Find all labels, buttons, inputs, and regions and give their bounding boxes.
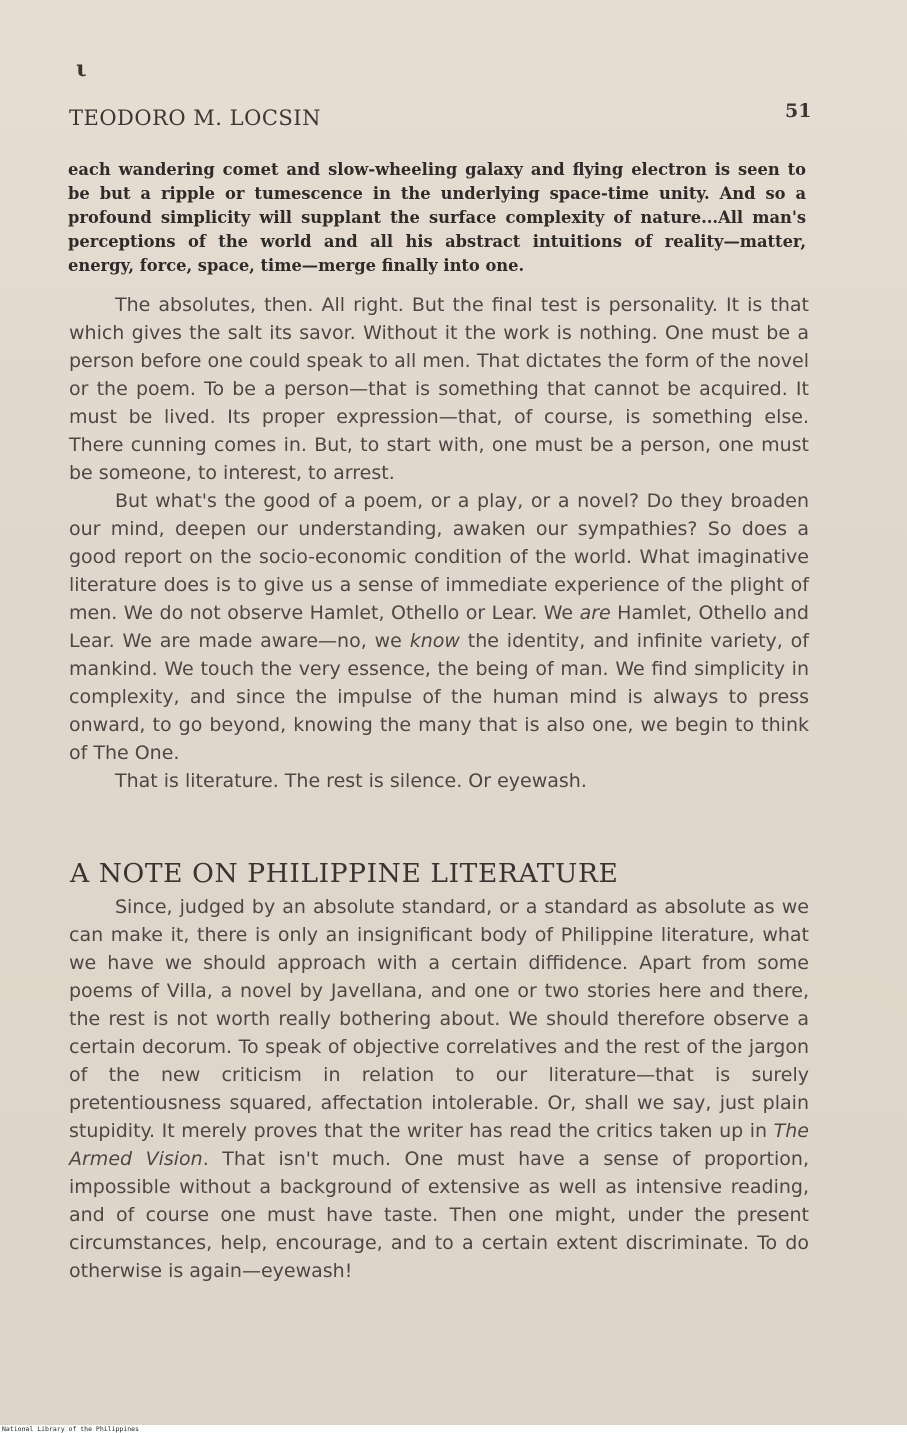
block-quote — [68, 158, 806, 278]
body-text — [69, 291, 809, 795]
section-body — [69, 893, 809, 1285]
paragraph-philippine-literature: Since, judged by an absolute standard, or a standard as absolute as we can make it, there is only an insignificant body of Philippine literature, what we have we should approach with a certain diffidence. Apart from some poems of Villa, a novel by Javellana, and one or two stories here and there, the rest is not worth really bothering about. We should therefore observe a certain decorum. To speak of objective correlatives and the rest of the jargon of the new criticism in relation to our literature—that is surely pretentiousness squared, affectation intolerable. Or, shall we say, just plain stupidity. It merely proves that the writer has read the critics taken up in The Armed Vision. That isn't much. One must have a sense of proportion, impossible without a background of extensive as well as intensive reading, and of course one must have taste. Then one might, under the present circumstances, help, encourage, and to a certain extent discriminate. To do otherwise is again—eyewash! — [69, 896, 809, 1282]
page-number: 51 — [785, 100, 812, 122]
corner-mark: ι — [76, 56, 87, 82]
emphasis-are: are — [579, 602, 611, 624]
running-head-author: TEODORO M. LOCSIN — [69, 106, 321, 130]
paragraph-literature: That is literature. The rest is silence. Or eyewash. — [115, 770, 587, 792]
paragraph-good-of-poem: But what's the good of a poem, or a play, or a novel? Do they broaden our mind, deepen our understanding, awaken our sympathies? So does a good report on the socio-economic condition of the world. What imaginative literature does is to give us a sense of immediate experience of the plight of men. We do not observe Hamlet, Othello or Lear. We are Hamlet, Othello and Lear. We are made aware—no, we know the identity, and infinite variety, of mankind. We touch the very essence, the being of man. We find simplicity in complexity, and since the impulse of the human mind is always to press onward, to go beyond, knowing the many that is also one, we begin to think of The One. — [69, 490, 809, 764]
emphasis-know: know — [409, 630, 460, 652]
book-title-armed-vision: The Armed Vision — [69, 1120, 809, 1170]
paragraph-personality: The absolutes, then. All right. But the final test is personality. It is that which gives the salt its savor. Without it the work is nothing. One must be a person before one could speak to all men. That dictates the form of the novel or the poem. To be a person—that is something that cannot be acquired. It must be lived. Its proper expression—that, of course, is something else. There cunning comes in. But, to start with, one must be a person, one must be someone, to interest, to arrest. — [69, 294, 809, 484]
quote-text: each wandering comet and slow-wheeling galaxy and flying electron is seen to be but a ripple or tumescence in the underlying space-time unity. And so a profound simplicity will supplant the surface complexity of nature...All man's perceptions of the world and all his abstract intuitions of reality—matter, energy, force, space, time—merge finally into one. — [68, 160, 806, 275]
section-heading: A NOTE ON PHILIPPINE LITERATURE — [70, 858, 619, 889]
footer-credit: National Library of the Philippines — [2, 1425, 139, 1433]
